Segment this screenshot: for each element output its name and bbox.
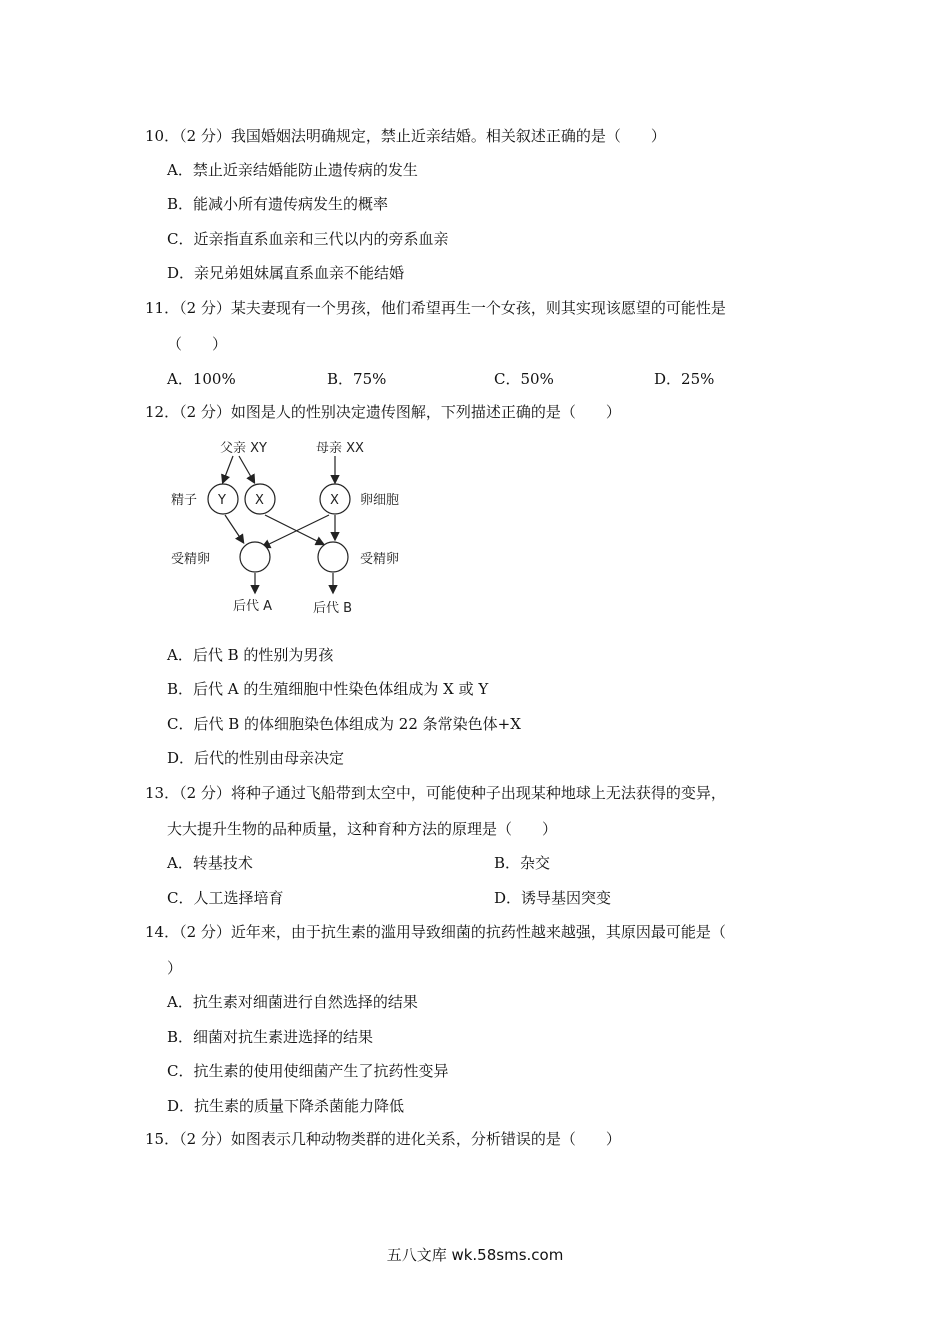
egg-x-label: X: [330, 493, 339, 508]
question-14-option-b: B．细菌对抗生素进选择的结果: [167, 1028, 374, 1046]
question-15-stem: 15．（2 分）如图表示几种动物类群的进化关系，分析错误的是（ ）: [145, 1130, 621, 1148]
sperm-y-label: Y: [218, 493, 226, 508]
question-11-option-b: B．75%: [327, 370, 387, 388]
question-12-option-b: B．后代 A 的生殖细胞中性染色体组成为 X 或 Y: [167, 680, 489, 698]
question-13-option-b: B．杂交: [494, 854, 551, 872]
question-13-option-a: A．转基技术: [167, 854, 253, 872]
left-zygote-circle: [240, 542, 270, 572]
right-zygote-circle: [318, 542, 348, 572]
sperm-label: 精子: [171, 493, 198, 508]
x-to-right-zygote-arrow: [265, 515, 323, 544]
question-12-option-c: C．后代 B 的体细胞染色体组成为 22 条常染色体+X: [167, 715, 521, 733]
sperm-x-label: X: [255, 493, 264, 508]
question-13-option-d: D．诱导基因突变: [494, 889, 612, 907]
question-11-option-c: C．50%: [494, 370, 554, 388]
question-14-option-a: A．抗生素对细菌进行自然选择的结果: [167, 993, 418, 1011]
question-11-option-a: A．100%: [167, 370, 236, 388]
question-12-option-d: D．后代的性别由母亲决定: [167, 749, 345, 767]
father-to-x-arrow: [239, 456, 254, 482]
question-14-option-d: D．抗生素的质量下降杀菌能力降低: [167, 1097, 405, 1115]
question-14-stem-cont: ）: [167, 959, 183, 977]
sex-determination-diagram: [163, 432, 413, 622]
question-13-option-c: C．人工选择培育: [167, 889, 284, 907]
question-13-stem-cont: 大大提升生物的品种质量，这种育种方法的原理是（ ）: [167, 820, 558, 838]
mother-label: 母亲 XX: [316, 441, 364, 456]
offspring-a-label: 后代 A: [233, 599, 273, 614]
father-label: 父亲 XY: [220, 441, 267, 456]
question-12-option-a: A．后代 B 的性别为男孩: [167, 646, 334, 664]
zygote-right-label: 受精卵: [360, 552, 400, 567]
question-12-stem: 12．（2 分）如图是人的性别决定遗传图解，下列描述正确的是（ ）: [145, 403, 621, 421]
question-11-stem: 11．（2 分）某夫妻现有一个男孩，他们希望再生一个女孩，则其实现该愿望的可能性是: [145, 299, 726, 317]
question-10-option-d: D．亲兄弟姐妹属直系血亲不能结婚: [167, 264, 405, 282]
y-to-left-zygote-arrow: [225, 515, 243, 542]
question-13-stem: 13．（2 分）将种子通过飞船带到太空中，可能使种子出现某种地球上无法获得的变异，: [145, 784, 726, 802]
question-10-stem: 10．（2 分）我国婚姻法明确规定，禁止近亲结婚。相关叙述正确的是（ ）: [145, 127, 666, 145]
father-to-y-arrow: [223, 456, 233, 482]
question-11-option-d: D．25%: [654, 370, 715, 388]
question-14-option-c: C．抗生素的使用使细菌产生了抗药性变异: [167, 1062, 449, 1080]
question-10-option-a: A．禁止近亲结婚能防止遗传病的发生: [167, 161, 418, 179]
question-11-stem-cont: （ ）: [167, 335, 228, 353]
footer-watermark: 五八文库 wk.58sms.com: [386, 1246, 564, 1264]
question-10-option-c: C．近亲指直系血亲和三代以内的旁系血亲: [167, 230, 449, 248]
question-10-option-b: B．能减小所有遗传病发生的概率: [167, 195, 389, 213]
offspring-b-label: 后代 B: [313, 601, 353, 616]
egg-label: 卵细胞: [360, 493, 400, 508]
zygote-left-label: 受精卵: [171, 552, 211, 567]
question-14-stem: 14．（2 分）近年来，由于抗生素的滥用导致细菌的抗药性越来越强，其原因最可能是（: [145, 923, 726, 941]
